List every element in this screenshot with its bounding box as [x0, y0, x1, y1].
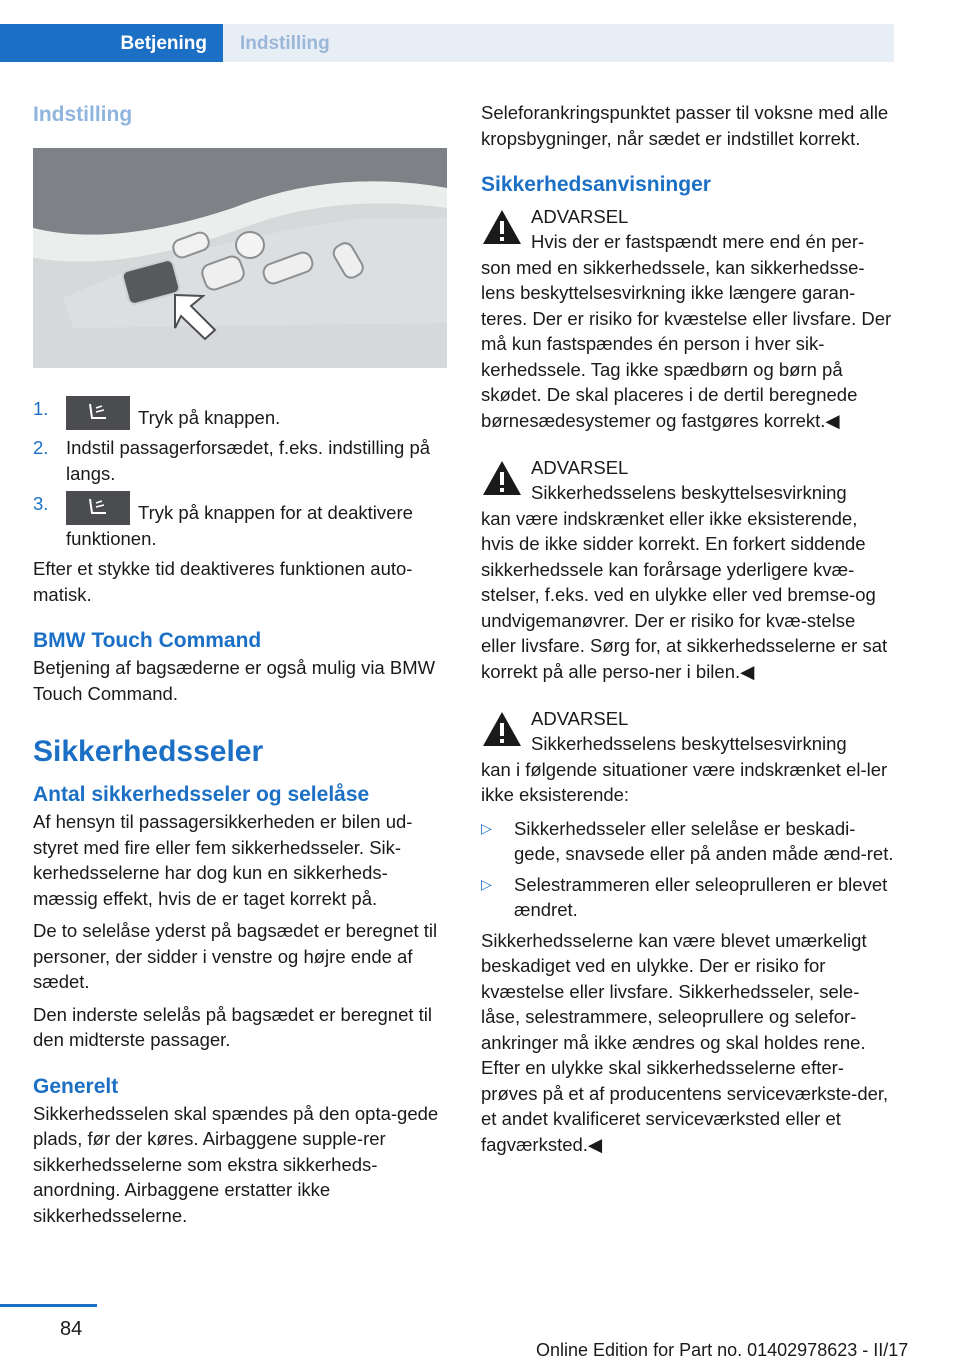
- footer-rule: [0, 1304, 97, 1307]
- touch-command-text: Betjening af bagsæderne er også mulig via BMW Touch Command.: [33, 657, 436, 704]
- belt-count-heading: Antal sikkerhedsseler og selelåse: [33, 783, 370, 806]
- list-item: [481, 816, 895, 867]
- list-item-text: Sikkerhedsseler eller selelåse er beskadi-gede, snavsede eller på anden måde ænd-ret.: [514, 817, 894, 864]
- tab-indstilling-label: Indstilling: [240, 33, 330, 54]
- warning-first-line: Hvis der er fastspændt mere end én per-: [531, 231, 865, 252]
- tab-indstilling[interactable]: [223, 24, 894, 62]
- step-number: 2.: [33, 437, 49, 458]
- general-text: Sikkerhedsselen skal spændes på den opta-gede plads, før der køres. Airbaggene supple-rer sikkerhedsselerne som ekstra sikkerheds-anordning. Airbaggene erstatter ikke sikkerhedsselerne.: [33, 1102, 439, 1226]
- safety-heading: Sikkerhedsanvisninger: [481, 173, 711, 196]
- list-item: [481, 872, 895, 923]
- header-tabbar: [0, 24, 894, 62]
- warning-text: son med en sikkerhedssele, kan sikkerhedsse-lens beskyttelsesvirkning ikke længere garan-teres. Der er risiko for kvæstelse eller livsfare. Der må kun fastspændes én person i hver sik-kerhedssele. Tag ikke spædbørn og børn på skødet. De skal placeres i de dertil beregnede børnesædesystemer og fastgøres korrekt.◀: [481, 256, 892, 431]
- belt-count-paragraph-3: Den inderste selelås på bagsædet er beregnet til den midterste passager.: [33, 1003, 433, 1050]
- left-column: [33, 100, 447, 1235]
- general-heading: Generelt: [33, 1074, 119, 1098]
- step-number: 3.: [33, 493, 49, 514]
- page-number: 84: [60, 1318, 83, 1340]
- warning-text: kan være indskrænket eller ikke eksisterende, hvis de ikke sidder korrekt. En forkert siddende sikkerhedssele kan forårsage yderligere kvæ-stelser, f.eks. ved en ulykke eller ved bremse-og undvigemanøvrer. Der er risiko for kvæ-stelse eller livsfare. Sørg for, at sikkerhedsselerne er sat korrekt på alle perso-ner i bilen.◀: [481, 507, 888, 682]
- warning-label: ADVARSEL: [531, 457, 629, 478]
- auto-deactivate-text: Efter et stykke tid deaktiveres funktionen auto-matisk.: [33, 558, 413, 605]
- touch-command-heading: BMW Touch Command: [33, 629, 262, 652]
- warning-label: ADVARSEL: [531, 206, 629, 227]
- warning-block-1: [481, 204, 895, 433]
- belt-count-paragraph-1: Af hensyn til passagersikkerheden er bilen ud-styret med fire eller fem sikkerhedsseler. Sik-kerhedsselerne har dog kun en sikkerheds-mæssig effekt, hvis de er taget korrekt på.: [33, 811, 413, 909]
- warning-first-line: Sikkerhedsselens beskyttelsesvirkning: [531, 733, 847, 754]
- warning-triangle-icon: [481, 207, 523, 247]
- warning-block-2: [481, 455, 895, 684]
- seat-button-icon: [66, 396, 130, 430]
- warning-text: kan i følgende situationer være indskrænket el-ler ikke eksisterende:: [481, 758, 888, 805]
- seat-button-icon: [66, 491, 130, 525]
- seat-control-photo: [33, 148, 447, 368]
- seatbelts-heading: Sikkerhedsseler: [33, 735, 264, 768]
- anchor-intro-text: Seleforankringspunktet passer til voksne med alle kropsbygninger, når sædet er indstillet korrekt.: [481, 102, 889, 149]
- closing-text: Sikkerhedsselerne kan være blevet umærkeligt beskadiget ved en ulykke. Der er risiko for kvæstelse eller livsfare. Sikkerhedsseler, sele-låse, selestrammere, seleoprullere og selefor-ankringer må ikke ændres og skal holdes rene. Efter en ulykke skal sikkerhedsselerne efter-prøves på et af producentens serviceværkste-der, et andet kvalificeret serviceværksted eller et fagværksted.◀: [481, 929, 889, 1155]
- edition-text: Online Edition for Part no. 01402978623 - II/17: [536, 1340, 909, 1360]
- belt-count-paragraph-2: De to selelåse yderst på bagsædet er beregnet til personer, der sidder i venstre og højre ende af sædet.: [33, 920, 438, 992]
- tab-betjening-label: Betjening: [120, 33, 207, 54]
- warning-triangle-icon: [481, 709, 523, 749]
- warning-first-line: Sikkerhedsselens beskyttelsesvirkning: [531, 482, 847, 503]
- step-1: [33, 396, 447, 431]
- step-text: Tryk på knappen for at deaktivere funktionen.: [66, 502, 413, 549]
- triangle-bullet-icon: ▷: [481, 819, 492, 836]
- step-number: 1.: [33, 397, 49, 419]
- section-heading: Indstilling: [33, 103, 133, 126]
- list-item-text: Selestrammeren eller seleoprulleren er blevet ændret.: [514, 873, 888, 920]
- step-2: [33, 435, 447, 486]
- warning-block-3: [481, 706, 895, 808]
- right-column: [481, 100, 895, 1164]
- step-3: [33, 491, 447, 551]
- warning-label: ADVARSEL: [531, 708, 629, 729]
- warning-triangle-icon: [481, 458, 523, 498]
- tab-betjening[interactable]: [0, 24, 223, 62]
- step-text: Tryk på knappen.: [138, 406, 281, 428]
- triangle-bullet-icon: ▷: [481, 875, 492, 892]
- step-text: Indstil passagerforsædet, f.eks. indstilling på langs.: [66, 437, 431, 484]
